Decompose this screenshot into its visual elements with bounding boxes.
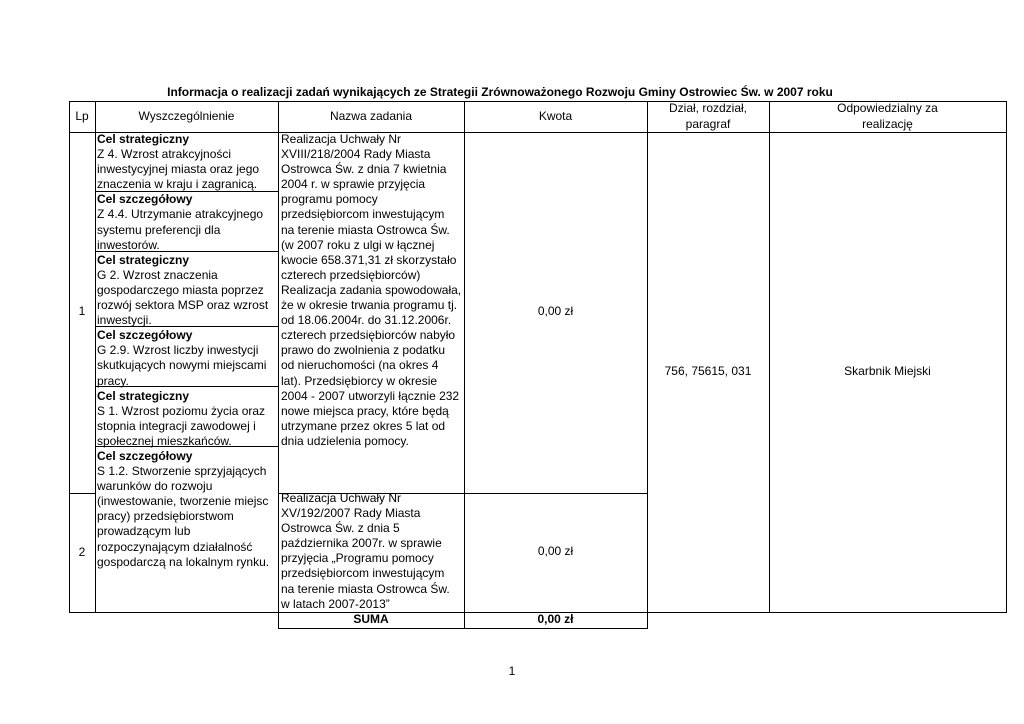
page-number: 1 [508,664,516,678]
col-border [69,101,70,613]
task-line: czterech przedsiębiorców) [281,267,421,282]
task-line: Realizacja zadania spowodowała, [281,282,462,297]
goal-heading: Cel strategiczny [97,388,190,403]
row-2-task [281,491,450,612]
goal-line: (inwestowanie, tworzenie miejsc [97,494,269,509]
goal-line: G 2.9. Wzrost liczby inwestycji [97,343,259,358]
goal-line: rozwój sektora MSP oraz wzrost [97,298,269,313]
goal-line: rozpoczynającym działalność [97,539,253,554]
goal-heading: Cel szczegółowy [97,448,193,463]
header-nazwa-zadania: Nazwa zadania [329,109,413,123]
goal-line: Z 4. Wzrost atrakcyjności [97,147,232,162]
col-border [278,101,279,629]
header-dzial-line1: Dział, rozdział, [668,101,748,115]
goal-block [97,449,269,570]
col-border [95,101,96,613]
goal-block [97,389,269,449]
goal-line: inwestycji. [97,313,152,328]
suma-value: 0,00 zł [537,612,574,626]
goal-block [97,192,269,252]
row-2-lp: 2 [78,545,86,559]
task-line: czterech przedsiębiorców nabyło [281,328,456,343]
row-1-kwota: 0,00 zł [537,304,574,318]
goal-block [97,328,269,388]
goal-line: gospodarczego miasta poprzez [97,282,264,297]
goal-line: warunków do rozwoju [97,479,213,494]
goal-block [97,253,269,328]
task-line: od 18.06.2004r. do 31.12.2006r. [281,313,452,328]
goal-line: gospodarczą na lokalnym rynku. [97,554,270,569]
goal-line: społecznej mieszkańców. [97,433,232,448]
row-1-lp: 1 [78,304,86,318]
task-line: kwocie 658.371,31 zł skorzystało [281,252,457,267]
col-border [1006,101,1007,613]
task-line: XV/192/2007 Rady Miasta [281,506,421,521]
row-1-task [281,132,461,449]
task-line: Realizacja Uchwały Nr [281,491,402,505]
col-border [769,101,770,613]
suma-label: SUMA [353,612,389,626]
goal-line: S 1. Wzrost poziomu życia oraz [97,403,266,418]
task-line: że w okresie trwania programu tj. [281,298,458,313]
lp-row-divider [69,493,95,494]
task-line: utrzymane przez okres 5 lat od [281,418,446,433]
goal-heading: Cel szczegółowy [97,192,193,207]
task-line: na terenie miasta Ostrowca Św. [281,581,450,596]
task-line: od nieruchomości (na okres 4 [281,358,439,373]
goals-list [97,132,269,570]
task-line: Ostrowca Św. z dnia 7 kwietnia [281,162,447,177]
goal-line: Z 4.4. Utrzymanie atrakcyjnego [97,207,264,222]
goal-line: znaczenia w kraju i zagranicą. [97,177,258,192]
task-line: Ostrowca Św. z dnia 5 [281,521,400,536]
goal-line: stopnia integracji zawodowej i [97,418,256,433]
goal-line: G 2. Wzrost znaczenia [97,267,218,282]
task-line: w latach 2007-2013” [281,596,390,611]
task-line: października 2007r. w sprawie [281,536,442,551]
task-line: przedsiębiorcom inwestującym [281,207,445,222]
goal-line: prowadzącym lub [97,524,191,539]
task-line: przedsiębiorcom inwestującym [281,566,445,581]
dzial-value: 756, 75615, 031 [664,364,752,378]
task-line: przyjęcia „Programu pomocy [281,551,434,566]
task-line: 2004 r. w sprawie przyjęcia [281,177,426,192]
goal-block [97,132,269,192]
task-line: XVIII/218/2004 Rady Miasta [281,147,431,162]
task-line: programu pomocy [281,192,378,207]
goal-heading: Cel strategiczny [97,252,190,267]
goal-line: pracy) przedsiębiorstwom [97,509,234,524]
goal-line: inwestorów. [97,237,160,252]
goal-line: S 1.2. Stworzenie sprzyjających [97,464,267,479]
task-line: 2004 - 2007 utworzyli łącznie 232 [281,388,460,403]
goal-line: inwestycyjnej miasta oraz jego [97,162,260,177]
goal-heading: Cel szczegółowy [97,328,193,343]
task-line: na terenie miasta Ostrowca Św. [281,222,450,237]
header-odpowiedzialny-line1: Odpowiedzialny za [837,101,938,115]
header-lp: Lp [75,109,89,123]
row-2-kwota: 0,00 zł [537,544,574,558]
header-wyszczegolnienie: Wyszczególnienie [138,109,235,123]
sum-bottom-border [278,628,647,629]
task-line: Realizacja Uchwały Nr [281,132,402,146]
goal-line: systemu preferencji dla [97,222,221,237]
odpowiedzialny-value: Skarbnik Miejski [844,364,931,378]
task-line: prawo do zwolnienia z podatku [281,343,446,358]
header-odpowiedzialny-line2: realizację [862,117,913,131]
goal-heading: Cel strategiczny [97,132,190,146]
goal-line: pracy. [97,373,129,388]
task-line: lat). Przedsiębiorcy w okresie [281,373,438,388]
goal-line: skutkujących nowymi miejscami [97,358,267,373]
header-kwota: Kwota [538,109,573,123]
page-title: Informacja o realizacji zadań wynikających ze Strategii Zrównoważonego Rozwoju Gminy Ostrowiec Św. w 2007 roku [167,85,833,99]
task-line: dnia udzielenia pomocy. [281,433,409,448]
task-line: (w 2007 roku z ulgi w łącznej [281,237,435,252]
task-line: nowe miejsca pracy, które będą [281,403,449,418]
header-dzial-line2: paragraf [685,117,731,131]
